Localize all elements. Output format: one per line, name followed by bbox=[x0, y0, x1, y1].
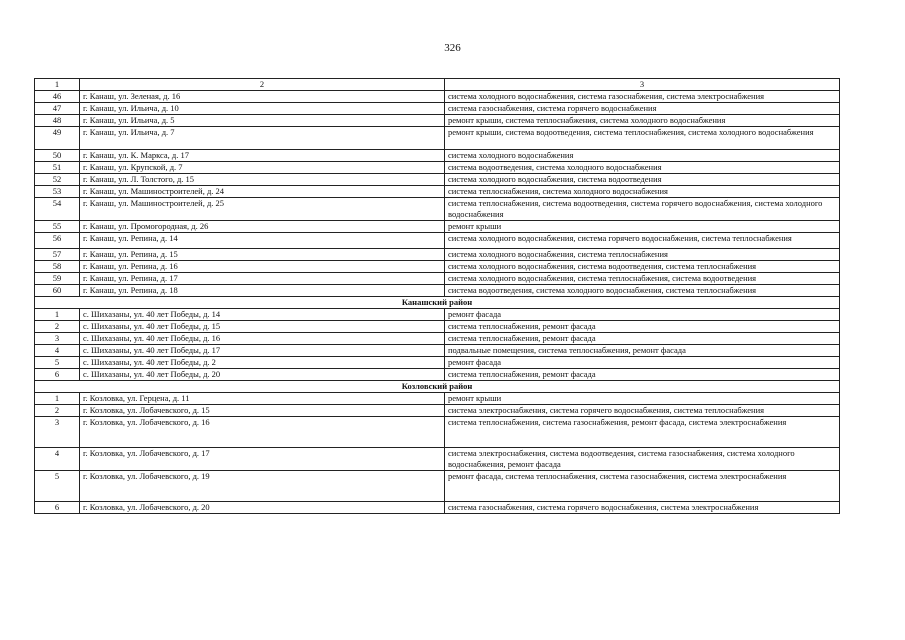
table-row bbox=[35, 91, 840, 103]
building-address: с. Шихазаны, ул. 40 лет Победы, д. 17 bbox=[80, 345, 445, 357]
table-row bbox=[35, 233, 840, 249]
table-row bbox=[35, 393, 840, 405]
section-header-row bbox=[35, 297, 840, 309]
row-number: 51 bbox=[35, 162, 80, 174]
table-row bbox=[35, 186, 840, 198]
table-row bbox=[35, 221, 840, 233]
row-number: 3 bbox=[35, 333, 80, 345]
column-number-row bbox=[35, 79, 840, 91]
table-row bbox=[35, 162, 840, 174]
table-row bbox=[35, 357, 840, 369]
building-address: г. Канаш, ул. Репина, д. 18 bbox=[80, 285, 445, 297]
repair-works: система холодного водоснабжения bbox=[445, 150, 840, 162]
table-row bbox=[35, 103, 840, 115]
building-address: г. Канаш, ул. Репина, д. 16 bbox=[80, 261, 445, 273]
table-row bbox=[35, 345, 840, 357]
repair-works: система холодного водоснабжения, система водоотведения, система теплоснабжения bbox=[445, 261, 840, 273]
repair-works: система водоотведения, система холодного водоснабжения, система теплоснабжения bbox=[445, 285, 840, 297]
building-address: г. Козловка, ул. Лобачевского, д. 17 bbox=[80, 448, 445, 471]
repair-works: система теплоснабжения, система газоснабжения, ремонт фасада, система электроснабжения bbox=[445, 417, 840, 448]
building-address: г. Канаш, ул. Машиностроителей, д. 24 bbox=[80, 186, 445, 198]
table-row bbox=[35, 127, 840, 150]
building-address: г. Канаш, ул. Л. Толстого, д. 15 bbox=[80, 174, 445, 186]
building-address: с. Шихазаны, ул. 40 лет Победы, д. 20 bbox=[80, 369, 445, 381]
repair-works: система холодного водоснабжения, система газоснабжения, система электроснабжения bbox=[445, 91, 840, 103]
repair-works: система газоснабжения, система горячего водоснабжения bbox=[445, 103, 840, 115]
building-address: г. Канаш, ул. Ильича, д. 10 bbox=[80, 103, 445, 115]
building-address: г. Канаш, ул. Промогородная, д. 26 bbox=[80, 221, 445, 233]
building-address: г. Козловка, ул. Лобачевского, д. 19 bbox=[80, 471, 445, 502]
repair-works: система теплоснабжения, ремонт фасада bbox=[445, 369, 840, 381]
row-number: 46 bbox=[35, 91, 80, 103]
row-number: 1 bbox=[35, 393, 80, 405]
row-number: 52 bbox=[35, 174, 80, 186]
row-number: 59 bbox=[35, 273, 80, 285]
row-number: 54 bbox=[35, 198, 80, 221]
row-number: 4 bbox=[35, 448, 80, 471]
building-address: с. Шихазаны, ул. 40 лет Победы, д. 2 bbox=[80, 357, 445, 369]
row-number: 6 bbox=[35, 369, 80, 381]
row-number: 58 bbox=[35, 261, 80, 273]
column-1-number: 1 bbox=[35, 79, 80, 91]
repair-works: ремонт фасада, система теплоснабжения, система газоснабжения, система электроснабжения bbox=[445, 471, 840, 502]
row-number: 50 bbox=[35, 150, 80, 162]
row-number: 5 bbox=[35, 357, 80, 369]
row-number: 48 bbox=[35, 115, 80, 127]
table-row bbox=[35, 405, 840, 417]
row-number: 56 bbox=[35, 233, 80, 249]
table-row bbox=[35, 448, 840, 471]
building-address: г. Канаш, ул. Репина, д. 14 bbox=[80, 233, 445, 249]
section-header-row bbox=[35, 381, 840, 393]
repair-works: система электроснабжения, система горячего водоснабжения, система теплоснабжения bbox=[445, 405, 840, 417]
section-title: Козловский район bbox=[35, 381, 840, 393]
building-address: г. Козловка, ул. Герцена, д. 11 bbox=[80, 393, 445, 405]
row-number: 57 bbox=[35, 249, 80, 261]
table-row bbox=[35, 174, 840, 186]
table-row bbox=[35, 502, 840, 514]
building-address: г. Козловка, ул. Лобачевского, д. 15 bbox=[80, 405, 445, 417]
page-number: 326 bbox=[444, 42, 461, 54]
repair-works: система электроснабжения, система водоотведения, система газоснабжения, система холодного водоснабжения, ремонт фасада bbox=[445, 448, 840, 471]
repair-works: ремонт крыши bbox=[445, 393, 840, 405]
building-address: г. Канаш, ул. Репина, д. 17 bbox=[80, 273, 445, 285]
row-number: 6 bbox=[35, 502, 80, 514]
building-address: г. Канаш, ул. Репина, д. 15 bbox=[80, 249, 445, 261]
column-3-number: 3 bbox=[445, 79, 840, 91]
repair-works: система теплоснабжения, ремонт фасада bbox=[445, 333, 840, 345]
building-address: г. Канаш, ул. Машиностроителей, д. 25 bbox=[80, 198, 445, 221]
row-number: 60 bbox=[35, 285, 80, 297]
repair-works: система теплоснабжения, система водоотведения, система горячего водоснабжения, система холодного водоснабжения bbox=[445, 198, 840, 221]
repair-works: система холодного водоснабжения, система теплоснабжения bbox=[445, 249, 840, 261]
row-number: 3 bbox=[35, 417, 80, 448]
table-row bbox=[35, 333, 840, 345]
table-row bbox=[35, 150, 840, 162]
building-address: г. Канаш, ул. Крупской, д. 7 bbox=[80, 162, 445, 174]
building-address: с. Шихазаны, ул. 40 лет Победы, д. 16 bbox=[80, 333, 445, 345]
repair-works: система холодного водоснабжения, система теплоснабжения, система водоотведения bbox=[445, 273, 840, 285]
row-number: 1 bbox=[35, 309, 80, 321]
row-number: 2 bbox=[35, 405, 80, 417]
column-2-number: 2 bbox=[80, 79, 445, 91]
table-row bbox=[35, 285, 840, 297]
row-number: 47 bbox=[35, 103, 80, 115]
building-address: г. Канаш, ул. Ильича, д. 7 bbox=[80, 127, 445, 150]
repair-works: ремонт крыши, система водоотведения, система теплоснабжения, система холодного водоснабжения bbox=[445, 127, 840, 150]
repair-works: система холодного водоснабжения, система водоотведения bbox=[445, 174, 840, 186]
table-row bbox=[35, 115, 840, 127]
table-row bbox=[35, 417, 840, 448]
building-address: г. Канаш, ул. Зеленая, д. 16 bbox=[80, 91, 445, 103]
table-row bbox=[35, 249, 840, 261]
row-number: 49 bbox=[35, 127, 80, 150]
repair-works: система водоотведения, система холодного водоснабжения bbox=[445, 162, 840, 174]
repair-works: подвальные помещения, система теплоснабжения, ремонт фасада bbox=[445, 345, 840, 357]
building-address: г. Козловка, ул. Лобачевского, д. 16 bbox=[80, 417, 445, 448]
repair-works: система теплоснабжения, ремонт фасада bbox=[445, 321, 840, 333]
repair-works: ремонт фасада bbox=[445, 357, 840, 369]
repair-works: ремонт крыши, система теплоснабжения, система холодного водоснабжения bbox=[445, 115, 840, 127]
repair-works: ремонт крыши bbox=[445, 221, 840, 233]
table-row bbox=[35, 273, 840, 285]
building-address: г. Козловка, ул. Лобачевского, д. 20 bbox=[80, 502, 445, 514]
repair-works: ремонт фасада bbox=[445, 309, 840, 321]
building-address: с. Шихазаны, ул. 40 лет Победы, д. 14 bbox=[80, 309, 445, 321]
building-address: г. Канаш, ул. Ильича, д. 5 bbox=[80, 115, 445, 127]
repair-works: система холодного водоснабжения, система горячего водоснабжения, система теплоснабжения bbox=[445, 233, 840, 249]
row-number: 53 bbox=[35, 186, 80, 198]
housing-repair-table bbox=[34, 78, 840, 514]
repair-works: система теплоснабжения, система холодного водоснабжения bbox=[445, 186, 840, 198]
building-address: с. Шихазаны, ул. 40 лет Победы, д. 15 bbox=[80, 321, 445, 333]
table-row bbox=[35, 309, 840, 321]
table-row bbox=[35, 369, 840, 381]
table-row bbox=[35, 471, 840, 502]
table-row bbox=[35, 198, 840, 221]
table-row bbox=[35, 321, 840, 333]
repair-works: система газоснабжения, система горячего водоснабжения, система электроснабжения bbox=[445, 502, 840, 514]
table-row bbox=[35, 261, 840, 273]
row-number: 4 bbox=[35, 345, 80, 357]
row-number: 55 bbox=[35, 221, 80, 233]
building-address: г. Канаш, ул. К. Маркса, д. 17 bbox=[80, 150, 445, 162]
row-number: 2 bbox=[35, 321, 80, 333]
table-body bbox=[35, 79, 840, 514]
section-title: Канашский район bbox=[35, 297, 840, 309]
row-number: 5 bbox=[35, 471, 80, 502]
